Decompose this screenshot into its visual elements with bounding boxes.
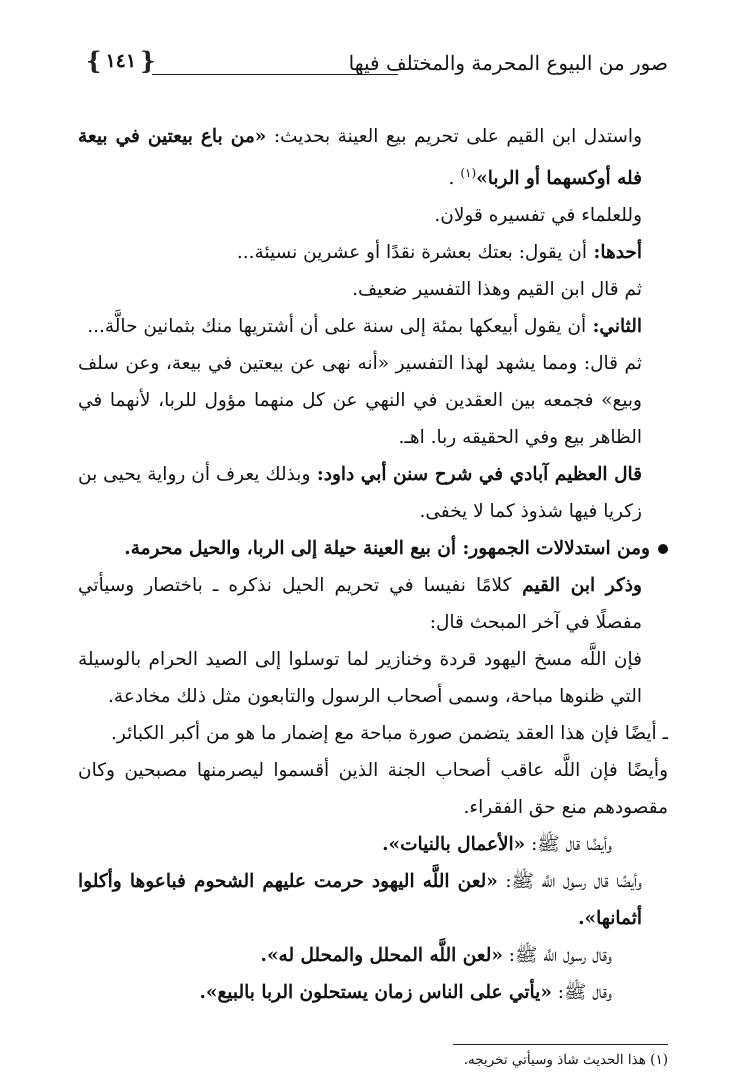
text-run: . xyxy=(448,168,461,190)
paragraph xyxy=(78,234,668,271)
page-header xyxy=(78,46,668,86)
text-run: واستدل ابن القيم على تحريم بيع العينة بحديث: xyxy=(266,126,643,147)
right-brace-ornament: } xyxy=(140,46,156,75)
paragraph xyxy=(78,271,668,308)
text-run: فإن اللَّه مسخ اليهود قردة وخنازير لما توسلوا إلى الصيد الحرام بالوسيلة التي ظنوها مباحة، وسمى أصحاب الرسول والتابعون مثل ذلك مخادعة. xyxy=(78,649,642,708)
bold-text: قال العظيم آبادي في شرح سنن أبي داود: xyxy=(310,464,643,486)
text-run: ـ أيضًا فإن هذا العقد يتضمن صورة مباحة مع إضمار ما هو من أكبر الكبائر. xyxy=(111,723,668,745)
footnote-ref: (١) xyxy=(460,166,477,180)
text-run: وبذلك يعرف أن رواية يحيى بن زكريا فيها شذوذ كما لا يخفى. xyxy=(78,464,642,523)
paragraph xyxy=(78,937,668,974)
paragraph xyxy=(78,197,668,234)
text-run: وأيضًا قال رسول اللَّه ﷺ: xyxy=(497,871,642,893)
paragraph xyxy=(78,567,668,641)
text-run: وقال رسول اللَّه ﷺ: xyxy=(502,945,612,967)
body-text xyxy=(78,118,668,1011)
text-run: وللعلماء في تفسيره قولان. xyxy=(434,205,642,227)
paragraph xyxy=(78,974,668,1011)
header-rule xyxy=(152,74,398,75)
page-number: { ١٤١ } xyxy=(86,46,156,75)
footnote-text: هذا الحديث شاذ وسيأتي تخريجه. xyxy=(463,1052,646,1068)
bold-text: وذكر ابن القيم xyxy=(511,575,642,597)
text-run: ثم قال: ومما يشهد لهذا التفسير «أنه نهى عن بيعتين في بيعة، وعن سلف وبيع» فجمعه بين العقدين في النهي عن كل منهما مؤول للربا، لأنهما في الظاهر بيع وفي الحقيقه ربا. اهـ. xyxy=(78,353,642,449)
paragraph xyxy=(78,641,668,715)
bold-text: ومن استدلالات الجمهور: أن بيع العينة حيلة إلى الربا، والحيل محرمة. xyxy=(124,538,650,560)
paragraph xyxy=(78,863,668,937)
footnote-marker: (١) xyxy=(650,1052,668,1068)
footnote-rule xyxy=(453,1044,668,1045)
footnote xyxy=(300,1050,668,1070)
bold-text: «من باع بيعتين في بيعة فله أوكسهما أو الربا» xyxy=(78,126,642,190)
paragraph xyxy=(78,752,668,826)
text-run: ثم قال ابن القيم وهذا التفسير ضعيف. xyxy=(352,279,642,301)
paragraph xyxy=(78,345,668,456)
text-run: أن يقول أبيعكها بمئة إلى سنة على أن أشتريها منك بثمانين حالَّة... xyxy=(87,316,587,338)
text-run: كلامًا نفيسا في تحريم الحيل نذكره ـ باختصار وسيأتي مفصلًا في آخر المبحث قال: xyxy=(78,575,642,634)
text-run: وأيضًا قال ﷺ: xyxy=(525,834,612,856)
bold-text: «يأتي على الناس زمان يستحلون الربا بالبيع». xyxy=(199,982,552,1004)
bold-text: «لعن اللَّه اليهود حرمت عليهم الشحوم فباعوها وأكلوا أثمانها». xyxy=(78,871,642,930)
paragraph xyxy=(78,715,668,752)
text-run: وأيضًا فإن اللَّه عاقب أصحاب الجنة الذين أقسموا ليصرمنها مصبحين وكان مقصودهم منع حق الفقراء. xyxy=(78,760,668,819)
bold-text: أحدها: xyxy=(587,242,642,264)
paragraph xyxy=(78,456,668,530)
bullet-icon xyxy=(658,544,668,554)
paragraph xyxy=(78,530,668,567)
bold-text: «الأعمال بالنيات». xyxy=(382,834,526,856)
bold-text: «لعن اللَّه المحلل والمحلل له». xyxy=(260,945,503,967)
left-brace-ornament: { xyxy=(86,46,102,75)
text-run: وقال ﷺ: xyxy=(551,982,612,1004)
paragraph xyxy=(78,308,668,345)
paragraph xyxy=(78,826,668,863)
paragraph xyxy=(78,118,668,197)
running-title: صور من البيوع المحرمة والمختلف فيها xyxy=(348,51,668,75)
bold-text: الثاني: xyxy=(586,316,642,338)
text-run: أن يقول: بعتك بعشرة نقدًا أو عشرين نسيئة... xyxy=(236,242,588,264)
